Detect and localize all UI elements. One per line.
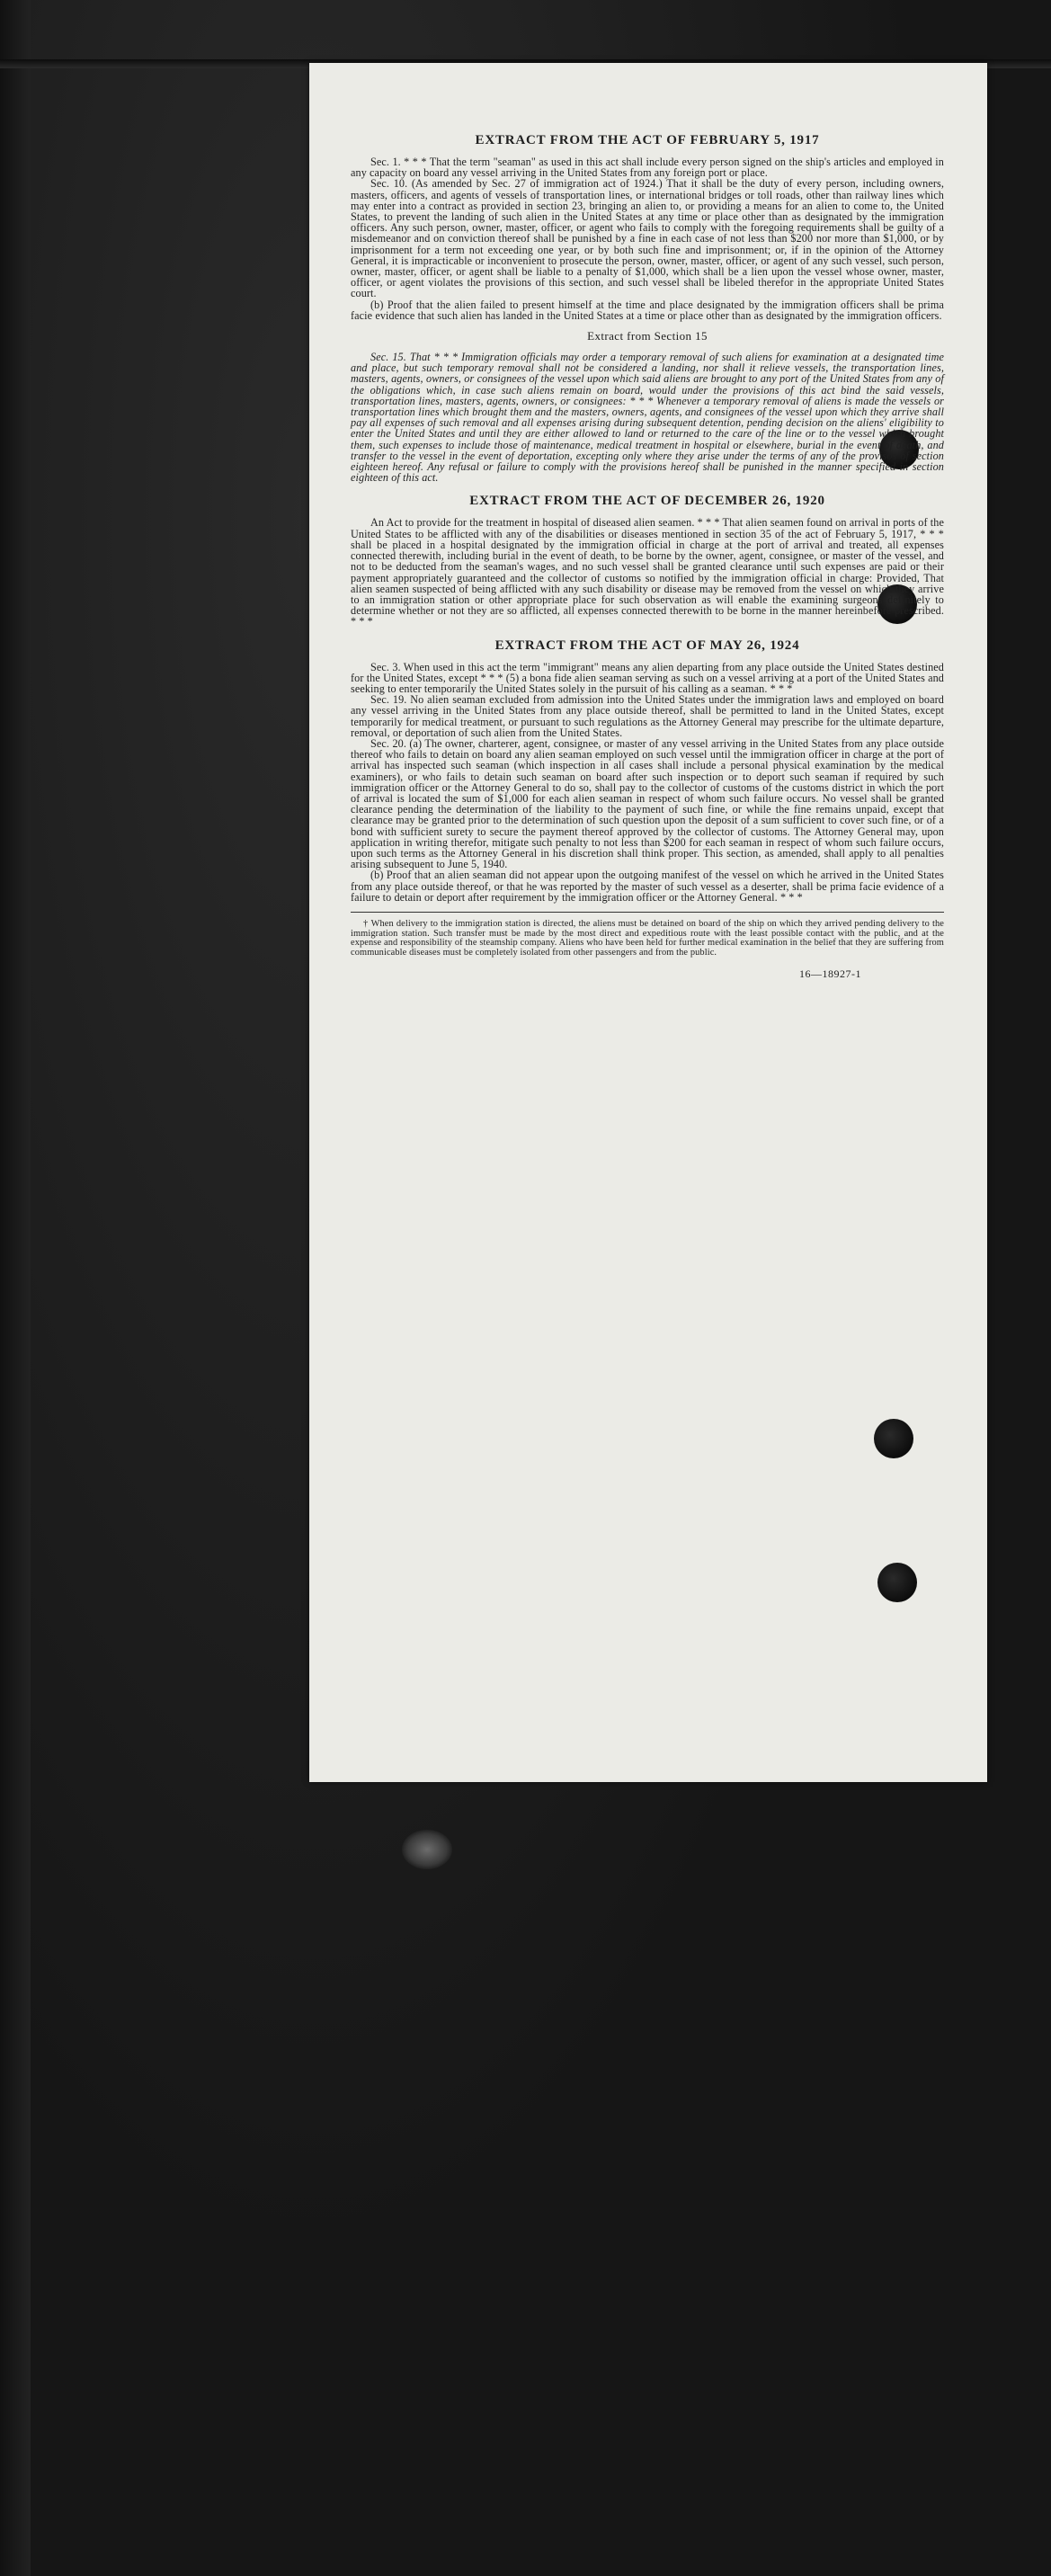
heading-act-1924: EXTRACT FROM THE ACT OF MAY 26, 1924 [494,637,800,653]
document-page [309,63,987,1782]
heading-act-1917: EXTRACT FROM THE ACT OF FEBRUARY 5, 1917 [475,133,820,147]
paragraph-sec-10-b: (b) Proof that the alien failed to present himself at the time and place designated by the immigration officers shall be prima facie evidence that such alien has landed in the United States at a time or place other than as designated by the immigration officers. [351,298,944,322]
heading-section-15: Extract from Section 15 [587,329,708,343]
paragraph-sec-20-a: Sec. 20. (a) The owner, charterer, agent, consignee, or master of any vessel arriving in the United States from any place outside thereof who fails to detain on board any alien seaman employed on such vessel until the immigration officer in charge at the port of arrival has inspected such seaman (which inspection in all cases shall include a personal physical examination by the medical examiners), or who fails to detain such seaman on board after such inspection or to deport such seaman if required by such immigration officer or the Attorney General to do so, shall pay to the collector of customs of the customs district in which the port of arrival is located the sum of $1,000 for each alien seaman in respect of whom such failure occurs. No vessel shall be granted clearance pending the determination of the liability to the payment of such fine, or while the fine remains unpaid, except that clearance may be granted prior to the determination of such question upon the deposit of a sum sufficient to cover such fine, or of a bond with sufficient surety to secure the payment thereof approved by the collector of customs. The Attorney General may, upon application in writing therefor, mitigate such penalty to not less than $200 for each seaman in respect of whom such failure occurs, upon such terms as the Attorney General in his discretion shall think proper. This section, as amended, shall apply to all penalties arising subsequent to June 5, 1940. [351,736,944,871]
paragraph-sec-15: Sec. 15. That * * * Immigration officials may order a temporary removal of such aliens for examination at a designated time and place, but such temporary removal shall not be considered a landing, nor shall it relieve vessels, the transportation lines, masters, agents, owners, or consignees of the vessel upon which said aliens are brought to any port of the United States from any of the obligations which, in case such aliens remain on board, would under the provisions of this act bind the said vessels, transportation lines, masters, agents, owners, or consignees: * * * Whenever a temporary removal of aliens is made the vessels or transportation lines which brought them and the masters, owners, agents, and consignees of the vessel upon which they arrive shall pay all expenses of such removal and all expenses arising during subsequent detention, pending decision on the aliens' eligibility to enter the United States and until they are either allowed to land or returned to the care of the line or to the vessel which brought them, such expenses to include those of maintenance, medical treatment in hospital or elsewhere, burial in the event of death, and transfer to the vessel in the event of deportation, excepting only where they arise under the terms of any of the provisos of section eighteen hereof. Any refusal or failure to comply with the provisions hereof shall be punished in the manner specified in section eighteen of this act. [351,351,944,485]
footnote [351,912,944,958]
paragraph-sec-19: Sec. 19. No alien seaman excluded from admission into the United States under the immigration laws and employed on board any vessel arriving in the United States from any place outside thereof, shall be permitted to land in the United States, except temporarily for medical treatment, or pursuant to such regulations as the Attorney General may prescribe for the ultimate departure, removal, or deportation of such alien from the United States. [351,693,944,739]
paragraph-sec-20-b: (b) Proof that an alien seaman did not appear upon the outgoing manifest of the vessel on which he arrived in the United States from any place outside thereof, or that he was reported by the master of such vessel as a deserter, shall be prima facie evidence of a failure to detain or deport after requirement by the immigration officer or the Attorney General. * * * [351,869,944,904]
form-code: 16—18927-1 [799,967,861,981]
scan-smudge [402,1830,452,1869]
paragraph-sec-3: Sec. 3. When used in this act the term "immigrant" means any alien departing from any place outside the United States destined for the United States, except * * * (5) a bona fide alien seaman serving as such on a vessel arriving at a port of the United States and seeking to enter temporarily the United States solely in the pursuit of his calling as a seaman. * * * [351,660,944,695]
paragraph-sec-10: Sec. 10. (As amended by Sec. 27 of immigration act of 1924.) That it shall be the duty of every person, including owners, masters, officers, and agents of vessels of transportation lines, or international bridges or toll roads, other than railway lines which may enter into a contract as provided in section 23, bringing an alien to, or providing a means for an alien to come to, the United States, to prevent the landing of such alien in the United States at any time or place other than as designated by the immigration officers. Any such person, owner, master, officer, or agent who fails to comply with the foregoing requirements shall be guilty of a misdemeanor and on conviction thereof shall be punished by a fine in each case of not less than $200 nor more than $1,000, or by imprisonment for a term not exceeding one year, or by both such fine and imprisonment; or, if in the opinion of the Attorney General, it is impracticable or inconvenient to prosecute the person, owner, master, officer, or agent of any such vessel, such person, owner, master, officer, or agent shall be liable to a penalty of $1,000, which shall be a lien upon the vessel whose owner, master, officer, or agent violates the provisions of this section, and such vessel shall be libeled therefor in the appropriate United States court. [351,177,944,300]
document-body [351,133,944,980]
scan-left-band [0,0,31,2576]
punch-hole-icon [874,1419,913,1458]
paragraph-act-1920: An Act to provide for the treatment in hospital of diseased alien seamen. * * * That alien seamen found on arrival in ports of the United States to be afflicted with any of the disabilities or diseases mentioned in section 35 of the act of February 5, 1917, * * * shall be placed in a hospital designated by the immigration official in charge at the port of arrival and treated, all expenses connected therewith, including burial in the event of death, to be borne by the owner, agent, consignee, or master of the vessel, and not to be deducted from the seaman's wages, and no such vessel shall be granted clearance until such expenses are paid or their payment appropriately guaranteed and the collector of customs so notified by the immigration official in charge: Provided, That alien seamen suspected of being afflicted with any such disability or disease may be removed from the vessel on which they arrive to an immigration station or other appropriate place for such observation as will enable the examining surgeons definitely to determine whether or not they are so afflicted, all expenses connected therewith to be borne in the manner hereinbefore prescribed. * * * [351,516,944,628]
punch-hole-icon [877,1563,917,1602]
footnote-text: † When delivery to the immigration station is directed, the aliens must be detained on board of the ship on which they arrived pending delivery to the immigration station. Such transfer must be made by the most direct and expeditious route with the least possible contact with the public, and at the expense and responsibility of the steamship company. Aliens who have been held for further medical examination in the belief that they are suffering from communicable diseases must be completely isolated from other passengers and from the public. [351,918,944,958]
heading-act-1920: EXTRACT FROM THE ACT OF DECEMBER 26, 1920 [469,494,825,509]
paragraph-sec-1: Sec. 1. * * * That the term "seaman" as used in this act shall include every person signed on the ship's articles and employed in any capacity on board any vessel arriving in the United States from any foreign port or place. [351,156,944,180]
